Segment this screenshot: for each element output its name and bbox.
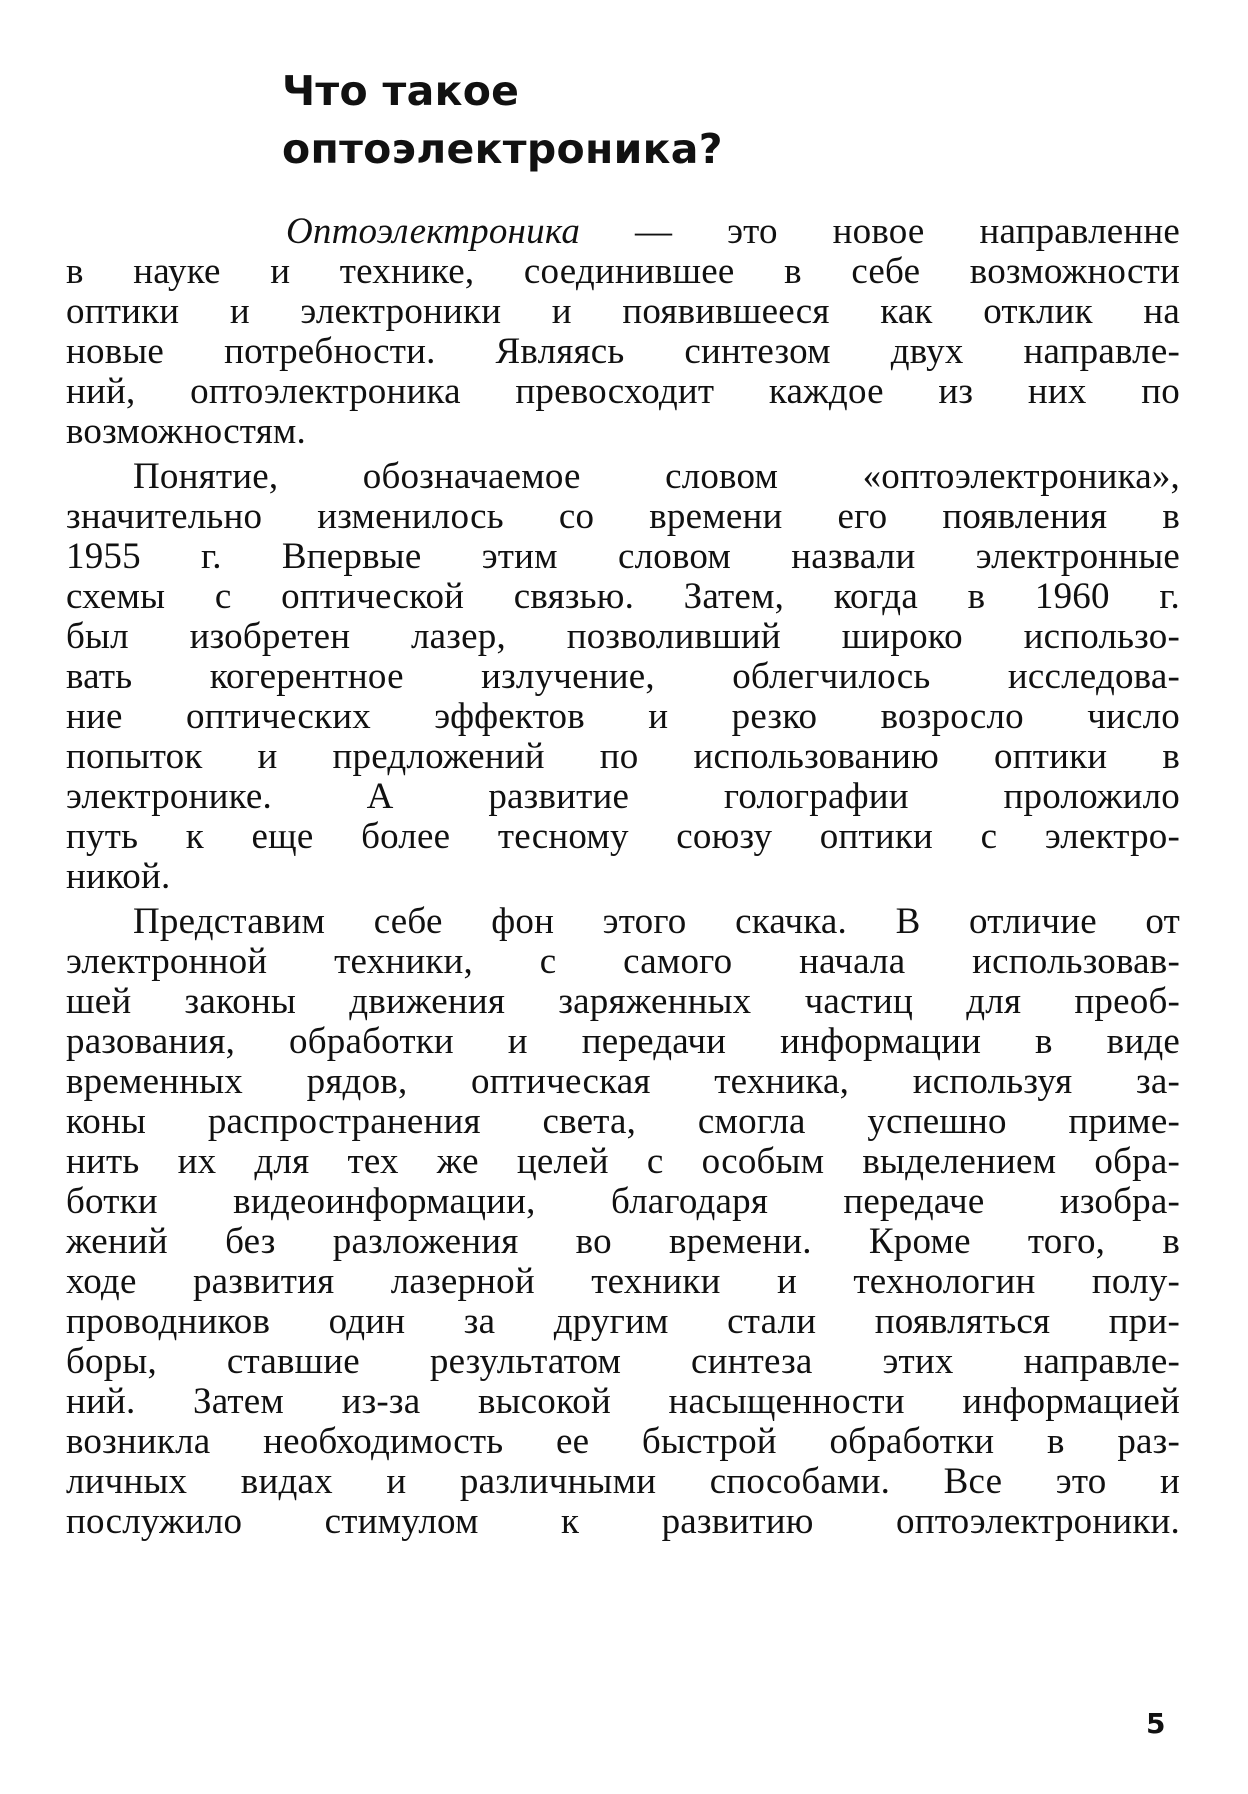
chapter-title (282, 62, 1002, 178)
paragraph-2-line-4: схемы с оптической связью. Затем, когда в 1960 г. (66, 576, 1180, 617)
paragraph-1-line-5: ний, оптоэлектроника превосходит каждое из них по (66, 371, 1180, 412)
paragraph-3-line-10: ходе развития лазерной техники и технологин полу- (66, 1261, 1180, 1302)
paragraph-2-line-3: 1955 г. Впервые этим словом назвали электронные (66, 536, 1180, 577)
paragraph-3-line-11: проводников один за другим стали появляться при- (66, 1301, 1180, 1342)
paragraph-3-line-14: возникла необходимость ее быстрой обработки в раз- (66, 1421, 1180, 1462)
paragraph-1-line-2: в науке и технике, соединившее в себе возможности (66, 251, 1180, 292)
paragraph-2-line-2: значительно изменилось со времени его появления в (66, 496, 1180, 537)
paragraph-1-line-6: возможностям. (66, 411, 306, 452)
paragraph-3-line-6: коны распространения света, смогла успешно приме- (66, 1101, 1180, 1142)
paragraph-1-line-3: оптики и электроники и появившееся как отклик на (66, 291, 1180, 332)
paragraph-3-line-9: жений без разложения во времени. Кроме того, в (66, 1221, 1180, 1262)
chapter-title-line-2: оптоэлектроника? (282, 125, 723, 173)
paragraph-1-line-1: Оптоэлектроника — это новое направленне (286, 211, 1180, 252)
paragraph-2-line-10: путь к еще более тесному союзу оптики с электро- (66, 816, 1180, 857)
paragraph-2-line-11: никой. (66, 856, 171, 897)
paragraph-3-line-2: электронной техники, с самого начала использовав- (66, 941, 1180, 982)
paragraph-3-line-13: ний. Затем из-за высокой насыщенности информацией (66, 1381, 1180, 1422)
paragraph-3-line-4: разования, обработки и передачи информации в виде (66, 1021, 1180, 1062)
page-number: 5 (1146, 1707, 1166, 1740)
paragraph-3-line-5: временных рядов, оптическая техника, используя за- (66, 1061, 1180, 1102)
paragraph-3-line-8: ботки видеоинформации, благодаря передаче изобра- (66, 1181, 1180, 1222)
paragraph-1-line-4: новые потребности. Являясь синтезом двух направле- (66, 331, 1180, 372)
paragraph-3-line-12: боры, ставшие результатом синтеза этих направле- (66, 1341, 1180, 1382)
paragraph-2-line-8: попыток и предложений по использованию оптики в (66, 736, 1180, 777)
paragraph-3-line-1: Представим себе фон этого скачка. В отличие от (133, 901, 1180, 942)
paragraph-3-line-15: личных видах и различными способами. Все это и (66, 1461, 1180, 1502)
paragraph-2-line-6: вать когерентное излучение, облегчилось исследова- (66, 656, 1180, 697)
paragraph-2-line-9: электронике. А развитие голографии проложило (66, 776, 1180, 817)
paragraph-2-line-5: был изобретен лазер, позволивший широко использо- (66, 616, 1180, 657)
paragraph-2-line-7: ние оптических эффектов и резко возросло число (66, 696, 1180, 737)
paragraph-2-line-1: Понятие, обозначаемое словом «оптоэлектроника», (133, 456, 1180, 497)
chapter-title-line-1: Что такое (282, 67, 520, 115)
paragraph-3-line-7: нить их для тех же целей с особым выделением обра- (66, 1141, 1180, 1182)
paragraph-3-line-3: шей законы движения заряженных частиц для преоб- (66, 981, 1180, 1022)
term-optoelectronics: Оптоэлектроника (286, 211, 581, 252)
paragraph-3-line-16: послужило стимулом к развитию оптоэлектроники. (66, 1501, 1180, 1542)
